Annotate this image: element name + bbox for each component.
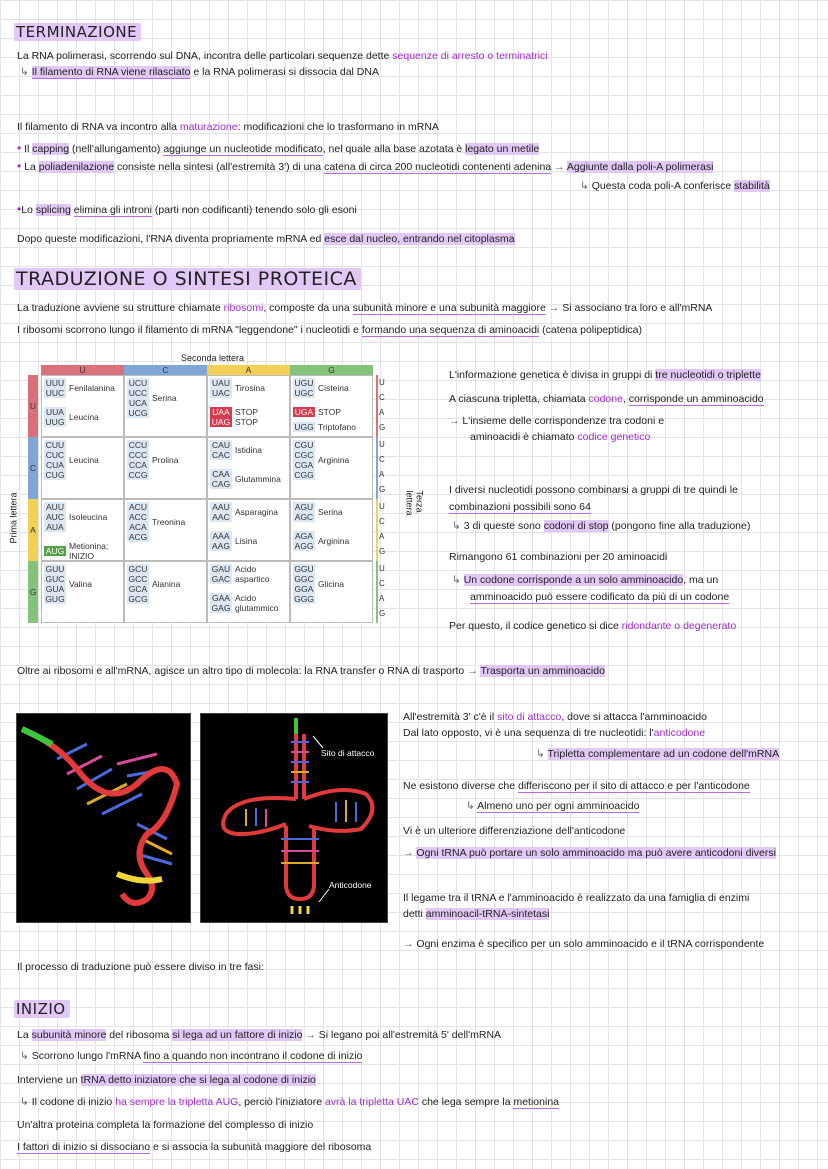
codon: UUA bbox=[46, 407, 64, 417]
codon-group bbox=[44, 502, 66, 532]
bullet-splicing: •Lo splicing elimina gli introni (parti non codificanti) tenendo solo gli esoni bbox=[17, 202, 357, 216]
third-letter: A bbox=[379, 594, 385, 603]
third-letter: C bbox=[379, 579, 385, 588]
third-letter-label: Terza lettera bbox=[404, 490, 425, 516]
amino-acid: Lisina bbox=[235, 536, 258, 546]
second-letter-label: Seconda lettera bbox=[181, 353, 245, 363]
codon: UAG bbox=[211, 417, 231, 427]
section-title-start: INIZIO bbox=[14, 1000, 70, 1018]
third-letter: G bbox=[379, 423, 386, 432]
third-letter: C bbox=[379, 393, 385, 402]
codon: GGU bbox=[294, 564, 314, 574]
start-line-6: I fattori di inizio si dissociano e si associa la subunità maggiore del ribosoma bbox=[17, 1141, 372, 1153]
codon-group bbox=[210, 378, 232, 398]
codon-group bbox=[210, 440, 232, 460]
codon-group bbox=[293, 531, 315, 551]
amino-acid: Cisteina bbox=[318, 383, 349, 393]
first-letter-label: Prima lettera bbox=[8, 492, 19, 544]
third-letter: A bbox=[379, 470, 385, 479]
translation-paragraph-2: I ribosomi scorrono lungo il filamento di mRNA "leggendone" i nucleotidi e formando una sequenza di aminoacidi (catena polipeptidica) bbox=[17, 324, 642, 336]
codon-group bbox=[210, 407, 232, 427]
amino-acid: Glutammina bbox=[235, 474, 281, 484]
trna-note-5: ↳ Almeno uno per ogni amminoacido bbox=[466, 800, 640, 812]
codon: CCU bbox=[128, 440, 148, 450]
codon: CGU bbox=[294, 440, 314, 450]
codon: CGC bbox=[294, 450, 314, 460]
codon: UCC bbox=[128, 388, 148, 398]
maturation-intro: Il filamento di RNA va incontro alla maturazione: modificazioni che lo trasformano in mRNA bbox=[17, 121, 439, 133]
codon: GUA bbox=[45, 584, 65, 594]
trna-note-3: ↳ Tripletta complementare ad un codone dell'mRNA bbox=[536, 748, 780, 760]
codon: GCA bbox=[128, 584, 148, 594]
codon-group bbox=[293, 422, 315, 432]
note-one-codon-2: amminoacido può essere codificato da più di un codone bbox=[470, 591, 730, 603]
codon: CGA bbox=[294, 460, 314, 470]
third-letter: A bbox=[379, 532, 385, 541]
translation-phases-intro: Il processo di traduzione può essere diviso in tre fasi: bbox=[17, 961, 264, 973]
codon-group bbox=[293, 378, 315, 398]
third-letter-bar bbox=[376, 375, 378, 437]
trna-intro: Oltre ai ribosomi e all'mRNA, agisce un altro tipo di molecola: la RNA transfer o RNA di trasporto → Trasporta un amminoacido bbox=[17, 665, 605, 677]
trna-3d-model-image bbox=[16, 713, 191, 923]
third-letter: C bbox=[379, 455, 385, 464]
third-letter-bar bbox=[376, 499, 378, 561]
codon: UUG bbox=[45, 417, 65, 427]
amino-acid: Acido glutammico bbox=[235, 593, 279, 613]
codon-group bbox=[210, 469, 232, 489]
codon: ACG bbox=[128, 532, 148, 542]
third-letter: U bbox=[379, 502, 385, 511]
codon: ACA bbox=[129, 522, 147, 532]
codon-group bbox=[44, 564, 66, 604]
codon: CGG bbox=[294, 470, 314, 480]
codon: UAC bbox=[212, 388, 230, 398]
codon-group bbox=[293, 407, 315, 417]
trna-note-9: → Ogni enzima è specifico per un solo amminoacido e il tRNA corrispondente bbox=[403, 938, 765, 950]
mrna-exit-note: Dopo queste modificazioni, l'RNA diventa propriamente mRNA ed esce dal nucleo, entrando nel citoplasma bbox=[17, 233, 515, 245]
amino-acid: Treonina bbox=[152, 517, 186, 527]
codon: AAU bbox=[212, 502, 230, 512]
codon: UCA bbox=[129, 398, 147, 408]
bullet-capping: • Il capping (nell'allungamento) aggiunge un nucleotide modificato, nel quale alla base azotata è legato un metile bbox=[17, 141, 540, 155]
trna-cloverleaf-image bbox=[200, 713, 388, 923]
codon: ACU bbox=[129, 502, 147, 512]
note-combinations-2: combinazioni possibili sono 64 bbox=[449, 501, 591, 513]
codon: AAC bbox=[212, 512, 230, 522]
second-letter-A: A bbox=[207, 365, 290, 375]
amino-acid: Leucina bbox=[69, 455, 99, 465]
amino-acid: Arginina bbox=[318, 536, 350, 546]
codon-group bbox=[293, 502, 315, 522]
codon: GCG bbox=[128, 594, 148, 604]
note-one-codon: ↳ Un codone corrisponde a un solo amminoacido, ma un bbox=[452, 574, 719, 586]
codon: GAC bbox=[211, 574, 231, 584]
amino-acid: Fenilalanina bbox=[69, 383, 115, 393]
amino-acid: Metionina; INIZIO bbox=[69, 540, 109, 561]
trna-note-2: Dal lato opposto, vi è una sequenza di tre nucleotidi: l'anticodone bbox=[403, 727, 706, 739]
start-line-1: La subunità minore del ribosoma si lega ad un fattore di inizio → Si legano poi all'estremità 5' dell'mRNA bbox=[17, 1029, 502, 1041]
start-line-4: ↳ Il codone di inizio ha sempre la tripletta AUG, perciò l'iniziatore avrà la tripletta UAC che lega sempre la metionina bbox=[20, 1096, 559, 1108]
codon-group bbox=[44, 407, 66, 427]
start-line-2: ↳ Scorrono lungo l'mRNA fino a quando non incontrano il codone di inizio bbox=[20, 1050, 363, 1062]
codon: GUG bbox=[45, 594, 65, 604]
codon: AGU bbox=[294, 502, 314, 512]
codon: AGG bbox=[294, 541, 314, 551]
amino-acid: Triptofano bbox=[318, 421, 356, 432]
codon: CAG bbox=[211, 479, 231, 489]
third-letter-bar bbox=[376, 561, 378, 623]
codon-group bbox=[210, 531, 232, 551]
third-letter: G bbox=[379, 609, 386, 618]
codon: CUA bbox=[46, 460, 64, 470]
amino-acid: STOP bbox=[318, 407, 341, 417]
bullet-polyadenylation: • La poliadenilazione consiste nella sintesi (all'estremità 3') di una catena di circa 200 nucleotidi contenenti adenina → Aggiunte dalla poli-A polimerasi bbox=[17, 159, 714, 173]
codon: GAG bbox=[211, 603, 231, 613]
amino-acid: Prolina bbox=[152, 455, 179, 465]
first-letter-U: U bbox=[28, 375, 38, 437]
codon-group bbox=[44, 378, 66, 398]
codon: CUC bbox=[45, 450, 65, 460]
third-letter: A bbox=[379, 408, 385, 417]
note-triplets: L'informazione genetica è divisa in gruppi di tre nucleotidi o triplette bbox=[449, 369, 761, 381]
codon: UCU bbox=[128, 378, 148, 388]
codon-group bbox=[210, 564, 232, 584]
amino-acid: Isoleucina bbox=[69, 512, 108, 522]
codon: GGG bbox=[294, 594, 314, 604]
codon: AGC bbox=[294, 512, 314, 522]
codon-group bbox=[127, 564, 149, 604]
third-letter: U bbox=[379, 378, 385, 387]
section-title-translation: TRADUZIONE O SINTESI PROTEICA bbox=[14, 268, 361, 290]
codon: CCG bbox=[128, 470, 148, 480]
label-attachment-site: Sito di attacco bbox=[321, 748, 375, 758]
codon-group bbox=[293, 564, 315, 604]
codon: CAA bbox=[212, 469, 230, 479]
note-genetic-code-2: aminoacidi è chiamato codice genetico bbox=[470, 431, 651, 443]
codon: UGA bbox=[294, 407, 314, 417]
codon: AGA bbox=[295, 531, 313, 541]
codon-group bbox=[293, 440, 315, 480]
first-letter-C: C bbox=[28, 437, 38, 499]
trna-note-8b: detti amminoacil-tRNA-sintetasi bbox=[403, 908, 550, 920]
label-anticodon: Anticodone bbox=[329, 880, 372, 890]
note-stop-codons: ↳ 3 di queste sono codoni di stop (pongono fine alla traduzione) bbox=[452, 520, 751, 532]
codon: CCA bbox=[129, 460, 147, 470]
amino-acid: Asparagina bbox=[235, 507, 279, 517]
codon: GCU bbox=[128, 564, 148, 574]
codon: GCC bbox=[128, 574, 148, 584]
amino-acid: Valina bbox=[69, 579, 92, 589]
codon-group bbox=[44, 440, 66, 480]
codon: CAC bbox=[212, 450, 230, 460]
amino-acid: Serina bbox=[152, 393, 177, 403]
section-title-termination: TERMINAZIONE bbox=[14, 23, 141, 41]
amino-acid: Leucina bbox=[69, 412, 99, 422]
amino-acid: STOP STOP bbox=[235, 407, 258, 427]
amino-acid: Istidina bbox=[235, 445, 262, 455]
third-letter: G bbox=[379, 547, 386, 556]
codon: GUC bbox=[45, 574, 65, 584]
codon: AUU bbox=[46, 502, 64, 512]
third-letter: G bbox=[379, 485, 386, 494]
translation-paragraph-1: La traduzione avviene su strutture chiamate ribosomi, composte da una subunità minore e una subunità maggiore → Si associano tra loro e all'mRNA bbox=[17, 302, 713, 314]
codon: UAU bbox=[212, 378, 230, 388]
third-letter: C bbox=[379, 517, 385, 526]
genetic-code-table bbox=[8, 353, 425, 628]
amino-acid: Tirosina bbox=[235, 383, 265, 393]
codon: UGG bbox=[294, 421, 314, 432]
second-letter-C: C bbox=[124, 365, 207, 375]
codon: GUU bbox=[45, 564, 65, 574]
third-letter: U bbox=[379, 440, 385, 449]
note-degenerate: Per questo, il codice genetico si dice ridondante o degenerato bbox=[449, 620, 737, 632]
codon: CCC bbox=[128, 450, 148, 460]
trna-note-4: Ne esistono diverse che differiscono per il sito di attacco e per l'anticodone bbox=[403, 780, 750, 792]
amino-acid: Glicina bbox=[318, 579, 344, 589]
note-combinations: I diversi nucleotidi possono combinarsi a gruppi di tre quindi le bbox=[449, 484, 738, 496]
codon: GAU bbox=[211, 564, 231, 574]
second-letter-G: G bbox=[290, 365, 373, 375]
termination-paragraph-2: ↳ Il filamento di RNA viene rilasciato e la RNA polimerasi si dissocia dal DNA bbox=[20, 66, 379, 78]
codon: UUU bbox=[45, 378, 65, 388]
codon: AUA bbox=[46, 522, 64, 532]
start-line-3: Interviene un tRNA detto iniziatore che si lega al codone di inizio bbox=[17, 1074, 316, 1086]
codon: AUC bbox=[46, 512, 64, 522]
codon: GGA bbox=[294, 584, 314, 594]
codon: UUC bbox=[45, 388, 65, 398]
codon: AAA bbox=[212, 531, 230, 541]
codon-group bbox=[127, 378, 149, 418]
codon: GGC bbox=[294, 574, 314, 584]
amino-acid: Arginina bbox=[318, 455, 350, 465]
codon: AAG bbox=[212, 541, 230, 551]
trna-note-7: → Ogni tRNA può portare un solo amminoacido ma può avere anticodoni diversi bbox=[403, 847, 776, 859]
trna-note-6: Vi è un ulteriore differenziazione dell'anticodone bbox=[403, 825, 626, 837]
codon: UGC bbox=[294, 388, 314, 398]
codon-group bbox=[127, 440, 149, 480]
note-genetic-code: → L'insieme delle corrispondenze tra codoni e bbox=[449, 415, 665, 427]
codon-group bbox=[127, 502, 149, 542]
amino-acid: Acido aspartico bbox=[235, 564, 270, 584]
codon: UCG bbox=[128, 408, 148, 418]
third-letter-bar bbox=[376, 437, 378, 499]
termination-paragraph-1: La RNA polimerasi, scorrendo sul DNA, incontra delle particolari sequenze dette sequenze di arresto o terminatrici bbox=[17, 50, 548, 62]
trna-note-8: Il legame tra il tRNA e l'amminoacido è realizzato da una famiglia di enzimi bbox=[403, 892, 750, 904]
second-letter-U: U bbox=[41, 365, 124, 375]
third-letter: U bbox=[379, 564, 385, 573]
amino-acid: Alanina bbox=[152, 579, 181, 589]
codon-group bbox=[210, 502, 232, 522]
polya-stability-note: ↳ Questa coda poli-A conferisce stabilità bbox=[580, 180, 770, 192]
codon: GAA bbox=[212, 593, 230, 603]
codon: UGU bbox=[294, 378, 314, 388]
codon: AUG bbox=[45, 545, 65, 556]
codon-group bbox=[44, 546, 66, 556]
note-codon: A ciascuna tripletta, chiamata codone, corrisponde un amminoacido bbox=[449, 393, 764, 405]
codon: CAU bbox=[212, 440, 230, 450]
codon: ACC bbox=[129, 512, 147, 522]
amino-acid: Serina bbox=[318, 507, 343, 517]
codon-group bbox=[210, 593, 232, 613]
note-61-combinations: Rimangono 61 combinazioni per 20 aminoacidi bbox=[449, 551, 668, 563]
start-line-5: Un'altra proteina completa la formazione del complesso di inizio bbox=[17, 1119, 314, 1131]
first-letter-G: G bbox=[28, 561, 38, 623]
codon: UAA bbox=[212, 407, 230, 417]
first-letter-A: A bbox=[28, 499, 38, 561]
codon: CUG bbox=[45, 470, 65, 480]
trna-note-1: All'estremità 3' c'è il sito di attacco, dove si attacca l'amminoacido bbox=[403, 711, 707, 723]
codon: CUU bbox=[45, 440, 65, 450]
